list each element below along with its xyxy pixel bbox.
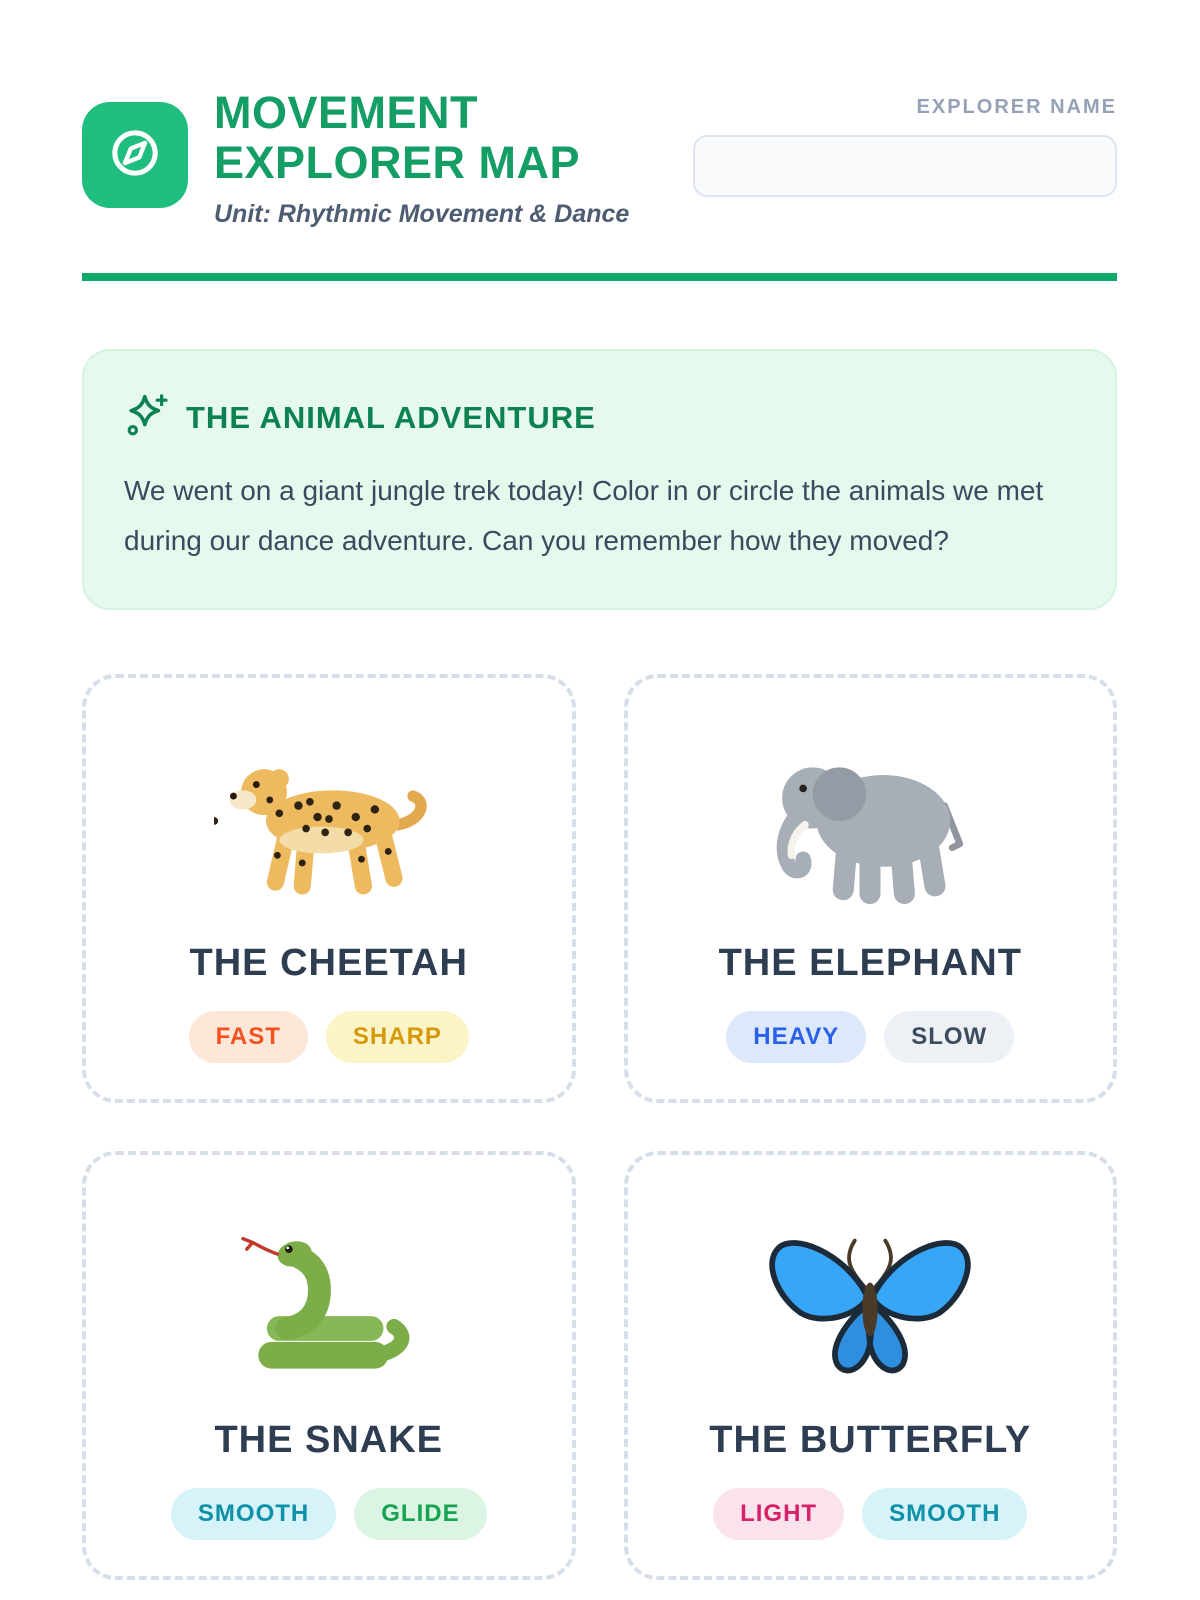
header-divider [82, 273, 1117, 281]
animal-card-butterfly [624, 1151, 1118, 1580]
elephant-emoji [755, 730, 985, 908]
header [82, 88, 1117, 229]
explorer-name-block [693, 88, 1117, 197]
intro-box [82, 349, 1117, 610]
compass-icon [99, 117, 171, 194]
animal-card-snake [82, 1151, 576, 1580]
animal-title: THE CHEETAH [189, 942, 468, 984]
app-logo [82, 102, 188, 208]
snake-emoji [214, 1207, 444, 1385]
explorer-name-input[interactable] [693, 135, 1117, 197]
butterfly-emoji [755, 1207, 985, 1385]
cheetah-emoji [214, 730, 444, 908]
movement-badge: GLIDE [354, 1488, 486, 1540]
unit-subtitle: Unit: Rhythmic Movement & Dance [214, 200, 630, 228]
movement-badge: SMOOTH [171, 1488, 336, 1540]
page-title-line1: MOVEMENT [214, 87, 479, 138]
animal-title: THE BUTTERFLY [709, 1419, 1032, 1461]
explorer-name-label: EXPLORER NAME [916, 96, 1117, 118]
animal-cards-grid [82, 674, 1117, 1580]
sparkle-icon [124, 391, 172, 444]
animal-title: THE ELEPHANT [718, 942, 1022, 984]
page-title-line2: EXPLORER MAP [214, 137, 581, 188]
movement-badge: HEAVY [726, 1011, 866, 1063]
animal-card-cheetah [82, 674, 576, 1103]
intro-title: THE ANIMAL ADVENTURE [186, 399, 596, 435]
movement-badge: LIGHT [713, 1488, 844, 1540]
animal-card-elephant [624, 674, 1118, 1103]
movement-badge: FAST [189, 1011, 308, 1063]
movement-badge: SMOOTH [862, 1488, 1027, 1540]
movement-badge: SLOW [884, 1011, 1014, 1063]
title-block [214, 88, 629, 229]
intro-body-text: We went on a giant jungle trek today! Color in or circle the animals we met during our dance adventure. Can you remember how they moved? [124, 475, 1044, 556]
animal-title: THE SNAKE [214, 1419, 444, 1461]
movement-badge: SHARP [326, 1011, 469, 1063]
